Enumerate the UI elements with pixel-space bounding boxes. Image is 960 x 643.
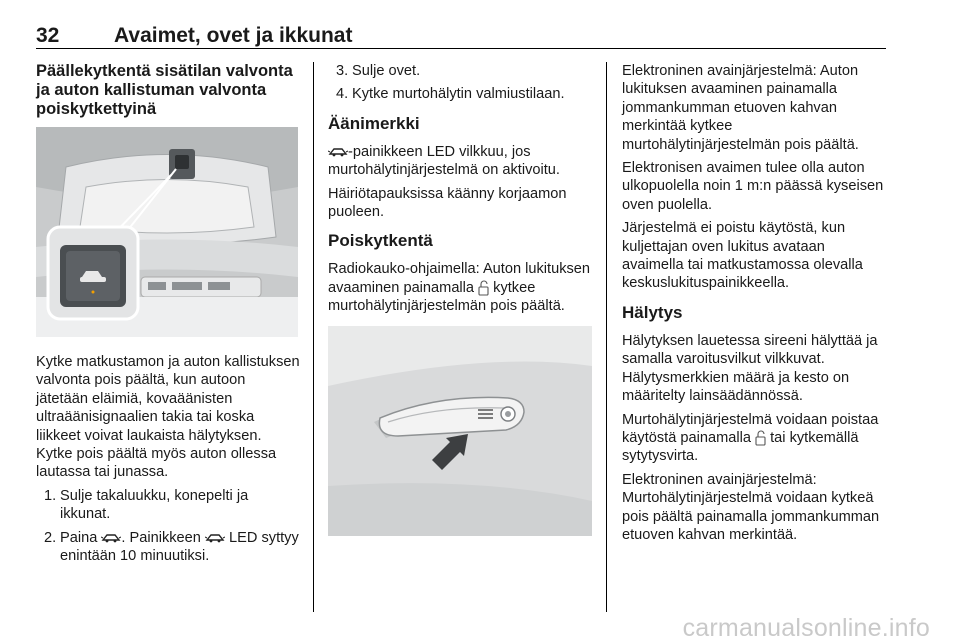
section-heading-monitoring-off: Päällekytkentä sisätilan valvonta ja auton kallistuman valvonta poiskytkettyinä xyxy=(36,62,293,118)
step-number: 1. xyxy=(44,487,57,504)
section-heading-signal: Äänimerkki xyxy=(328,113,420,133)
paragraph-signal-led xyxy=(328,143,592,180)
car-tilt-icon xyxy=(101,532,121,544)
alarm-stop-text: tai kytkemällä sytytysvirta. xyxy=(622,429,859,465)
step-number: 3. xyxy=(336,63,349,79)
unlock-icon xyxy=(755,430,766,446)
list-item xyxy=(36,487,300,524)
step-number: 4. xyxy=(336,86,349,103)
step-text: Kytke murtohälytin valmiustilaan. xyxy=(352,86,565,103)
car-tilt-icon xyxy=(328,146,348,158)
alarm-stop-text: Murtohälytinjärjestelmä voidaan poistaa käytöstä painamalla xyxy=(622,411,879,446)
page-number: 32 xyxy=(36,24,60,47)
chapter-title: Avaimet, ovet ja ikkunat xyxy=(114,24,353,47)
column-divider xyxy=(606,62,607,612)
steps-list-left xyxy=(36,487,300,566)
paragraph-keyless-alarm-off: Elektroninen avainjärjestelmä: Murtohälytinjärjestelmä voidaan kytkeä pois päältä painamalla jommankumman etuoven kahvan merkintää. xyxy=(622,471,880,543)
column-middle xyxy=(328,62,592,552)
step-text: LED syttyy enintään 10 minuutiksi. xyxy=(60,529,299,565)
paragraph-monitoring-info: Kytke matkustamon ja auton kallistuksen valvonta pois päältä, kun autoon jätetään eläimiä, kovaäänisten ultraäänisignaalien takia tai koska liikkeet voivat laukaista hälytyksen. Kytke pois päältä myös auton ollessa lautassa tai junassa. xyxy=(36,354,300,481)
paragraph-deactivation xyxy=(328,260,592,315)
paragraph-keyless-unlock: Elektroninen avainjärjestelmä: Auton lukituksen avaaminen painamalla jommankumman etuoven kahvan merkintää kytkee murtohälytinjärjestelmän pois päältä. xyxy=(622,63,859,153)
overhead-console-figure xyxy=(36,127,298,337)
list-item xyxy=(328,85,592,103)
deactivation-text: Radiokauko-ohjaimella: Auton lukituksen avaaminen painamalla xyxy=(328,261,591,296)
step-text: Sulje takaluukku, konepelti ja ikkunat. xyxy=(60,487,249,523)
door-handle-figure xyxy=(328,326,592,536)
unlock-icon xyxy=(478,280,489,296)
car-tilt-icon xyxy=(205,532,225,544)
paragraph-alarm-stop xyxy=(622,411,888,466)
step-text: . Painikkeen xyxy=(121,529,201,546)
step-number: 2. xyxy=(44,529,57,546)
paragraph-key-distance: Elektronisen avaimen tulee olla auton ulkopuolella noin 1 m:n päässä kyseisen oven puolella. xyxy=(622,160,884,213)
column-divider xyxy=(313,62,314,612)
paragraph-signal-fault: Häiriötapauksissa käänny korjaamon puoleen. xyxy=(328,185,567,221)
paragraph-not-deactivated: Järjestelmä ei poistu käytöstä, kun kuljettajan oven lukitus avataan avaimella tai matkustamossa olevalla keskuslukituspainikkeella. xyxy=(622,220,863,292)
section-heading-alarm: Hälytys xyxy=(622,302,683,322)
section-heading-deactivation: Poiskytkentä xyxy=(328,231,433,251)
step-text: Paina xyxy=(60,529,98,546)
column-left xyxy=(36,62,300,570)
steps-list-middle xyxy=(328,62,592,104)
column-right xyxy=(622,62,888,549)
watermark: carmanualsonline.info xyxy=(682,614,930,642)
page-header xyxy=(36,14,886,49)
list-item xyxy=(328,62,592,80)
list-item xyxy=(36,529,300,566)
signal-led-text: -painikkeen LED vilkkuu, jos murtohälytinjärjestelmä on aktivoitu. xyxy=(328,143,560,179)
step-text: Sulje ovet. xyxy=(352,63,421,79)
deactivation-text: kytkee murtohälytinjärjestelmän pois päältä. xyxy=(328,279,565,315)
paragraph-alarm-trigger: Hälytyksen lauetessa sireeni hälyttää ja samalla varoitusvilkut vilkkuvat. Hälytysmerkkien määrä ja kesto on määritelty lainsäädännössä. xyxy=(622,332,878,405)
